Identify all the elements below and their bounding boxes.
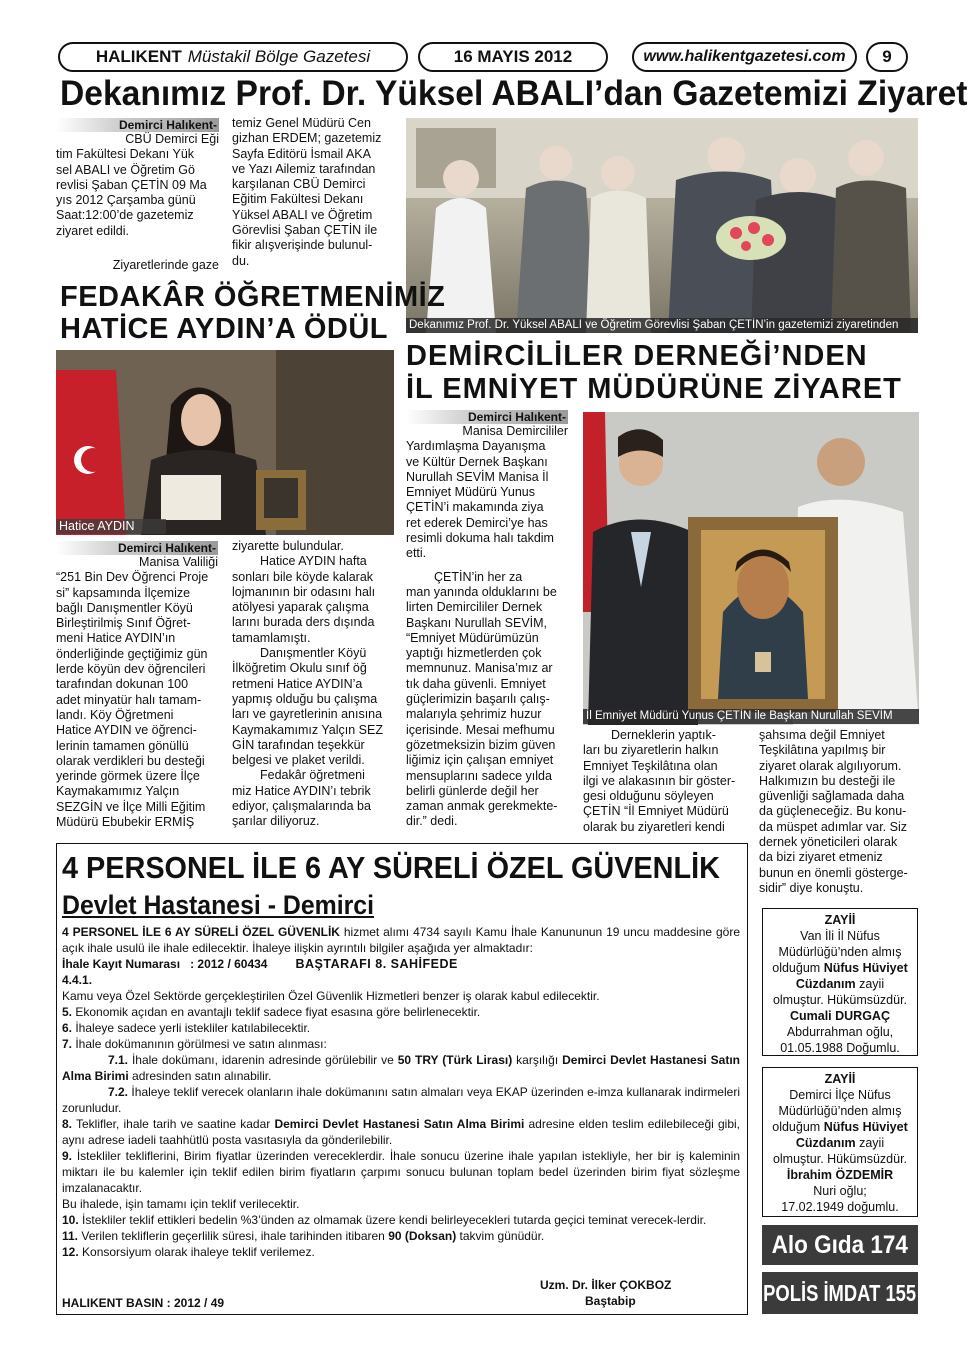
text-line: Teşkilâtına yapılmış bir (759, 743, 886, 758)
text-line: ret ederek Demirci’ye has (406, 515, 548, 530)
text-bold: Cüzdanım (795, 977, 856, 991)
item-number: 7.1. (108, 1053, 129, 1067)
text-line: yaptığı hizmetlerden çok (406, 646, 542, 661)
text-line: lerde köyün dev öğrencileri (56, 662, 206, 677)
text-line: “251 Bin Dev Öğrenci Proje (56, 570, 209, 585)
text-bold: Demirci Devlet Hastanesi Satın Alma Birimi (274, 1117, 525, 1131)
text-line: bağlı Danışmentler Köyü (56, 600, 193, 615)
text-line: Fedakâr öğretmeni (260, 768, 365, 783)
text-line: mensuplarını sadece yılda (406, 768, 552, 783)
police-chief-photo (583, 412, 919, 725)
item-number: 7.2. (108, 1085, 129, 1099)
text-line: man yanında olduklarını be (406, 584, 557, 599)
text-line: Kaymakamımız Yalçın (56, 784, 180, 799)
press-code: HALIKENT BASIN : 2012 / 49 (62, 1296, 225, 1310)
text-line: olarak bu ziyaretleri kendi (583, 819, 725, 834)
text-line: Van İli İl Nüfus (800, 929, 880, 943)
text-span: olduğum (772, 961, 824, 975)
text-line: etti. (406, 546, 427, 561)
item-number: 11. (62, 1229, 79, 1243)
text-line: içerisinde. Mesai mefhumu (406, 722, 555, 737)
text-bold: Cüzdanım (795, 1136, 856, 1150)
text-line: memnunuz. Manisa’mız ar (406, 661, 553, 676)
text-line: tim Fakültesi Dekanı Yük (56, 147, 195, 162)
text-line: meni Hatice AYDIN’ın (56, 631, 176, 646)
tender-signature-title: Baştabip (585, 1294, 636, 1308)
website-pill[interactable] (632, 42, 857, 72)
food-hotline-box (762, 1225, 918, 1265)
text-line: ziyaret olarak algılıyorum. (759, 758, 902, 773)
teacher-photo (56, 350, 394, 535)
text-line: Derneklerin yaptık- (611, 728, 716, 742)
text-span: İhaleye sadece yerli istekliler katılabilecektir. (72, 1021, 311, 1035)
text-line: Görevlisi Şaban ÇETİN ile (232, 223, 378, 238)
text-line: olmuştur. Hükümsüzdür. (772, 993, 908, 1007)
lost-id-notice-1 (762, 908, 918, 1056)
text-line: da güçleneceğiz. Bu konu- (759, 804, 907, 819)
issue-date: 16 MAYIS 2012 (453, 47, 573, 66)
text-line: önderliğinde geçtiğimiz gün (56, 646, 208, 661)
text-line: Emniyet Müdürü Yunus (406, 485, 536, 500)
article1-byline: Demirci Halıkent- (56, 118, 219, 132)
notice-title: ZAYİİ (824, 913, 856, 927)
text-line: sonları bile köyde kalarak (232, 569, 374, 584)
text-span: İstekliler tekliflerini, Birim fiyatlar üzerinden vereceklerdir. İhale sonucu üzerine ihale yapılan istekliyle, her bir iş kaleminin miktarı ile bu kalemler için teklif edilen birim fiyatların çarpımı sonucu bulunan toplam bedel üzerinden birim fiyat sözleşme imzalanacaktır. (62, 1149, 740, 1195)
article3-col3 (759, 728, 919, 896)
text-line: Abdurrahman oğlu, (786, 1025, 894, 1039)
visit-photo (406, 118, 918, 333)
text-line: temiz Genel Müdürü Cen (232, 116, 371, 130)
text-line: Müdürü Ebubekir ERMİŞ (56, 815, 195, 830)
article2-byline: Demirci Halıkent- (56, 541, 218, 555)
text-span: İhale dokümanı, idarenin adresinde görülebilir ve (128, 1053, 398, 1067)
text-line: ilgi ve alakasının bir göster- (583, 773, 736, 788)
text-line: yapmış olduğu bu çalışma (232, 691, 378, 706)
lost-id-notice-2 (762, 1067, 918, 1217)
text-line: Kamu veya Özel Sektörde gerçekleştirilen Özel Güvenlik Hizmetleri benzer iş olarak kabul edilecektir. (62, 989, 600, 1003)
text-line: karşılanan CBÜ Demirci (232, 177, 366, 192)
text-line: gözetmeksizin bizim güven (406, 737, 556, 752)
text-span: hizmet alımı 4734 sayılı Kamu İhale Kanununun 19 uncu maddesine göre açık ihale usulü ile ihale edilecektir. İhaleye ilişkin ayrıntılı bilgiler aşağıda yer almaktadır: (62, 925, 740, 955)
kayit-label: İhale Kayıt Numarası (62, 957, 181, 971)
article3-byline: Demirci Halıkent- (406, 410, 568, 424)
text-line: dir.” dedi. (406, 814, 458, 829)
text-line: Emniyet Teşkilâtına olan (583, 758, 718, 773)
police-hotline-text: POLİS İMDAT 155 (763, 1279, 917, 1306)
text-line: miz Hatice AYDIN’ı tebrik (232, 783, 371, 798)
text-line: Kaymakamımız Yalçın SEZ (232, 722, 383, 737)
text-line: si” kapsamında İlçemize (56, 585, 191, 600)
visit-photo-caption: Dekanımız Prof. Dr. Yüksel ABALI ve Öğretim Görevlisi Şaban ÇETİN’in gazetemizi ziyaretinden (406, 318, 918, 333)
text-line: ve Kültür Dernek Başkanı (406, 454, 548, 469)
text-line: ÇETİN’i makamında ziya (406, 500, 544, 515)
text-line: larını burada ders dışında (232, 615, 375, 630)
notice-person: Cumali DURGAÇ (789, 1009, 890, 1023)
text-line: da bizi ziyaret etmeniz (759, 850, 883, 865)
article3-title-line1: DEMİRCİLİLER DERNEĞİ’NDEN (406, 340, 868, 372)
text-span: Teklifler, ihale tarih ve saatine kadar (72, 1117, 275, 1131)
article2-col1 (56, 541, 218, 830)
text-line: du. (232, 253, 250, 268)
text-line: fikir alışverişinde bulunul- (232, 238, 373, 253)
text-line: Hatice AYDIN ve öğrenci- (56, 723, 197, 738)
tender-signature-name: Uzm. Dr. İlker ÇOKBOZ (540, 1278, 672, 1292)
article2-title-line1: FEDAKÂR ÖĞRETMENİMİZ (60, 281, 446, 313)
item-number: 12. (62, 1245, 79, 1259)
teacher-photo-illustration (56, 350, 394, 535)
text-line: güvenliği sağlamada daha (759, 789, 905, 804)
article3-title-line2: İL EMNİYET MÜDÜRÜNE ZİYARET (406, 373, 902, 405)
text-line: da müspet adımlar var. Siz (759, 819, 907, 834)
text-line: gizhan ERDEM; gazetemiz (232, 131, 382, 146)
text-line: adet minyatür halı tamam- (56, 692, 202, 707)
text-line: Saat:12:00’de gazetemiz (56, 208, 194, 223)
text-bold: 4 PERSONEL İLE 6 AY SÜRELİ ÖZEL GÜVENLİK (62, 925, 340, 939)
text-line: SEZGİN ve İlçe Milli Eğitim (56, 799, 206, 814)
text-line: “Emniyet Müdürümüzün (406, 630, 539, 645)
text-line: GİN tarafından teşekkür (232, 737, 365, 752)
text-line: sel ABALI ve Öğretim Gö (56, 162, 195, 177)
text-bold: Demirci Devlet Hastanesi Satın Alma Birimi (62, 1053, 741, 1083)
text-span: İstekliler teklif ettikleri bedelin %3’ünden az olmamak üzere kendi belirleyecekleri tutarda geçici teminat verecek-lerdir. (78, 1213, 707, 1227)
text-line: Müdürlüğü’nden almış (778, 1104, 902, 1118)
text-line: Yardımlaşma Dayanışma (406, 439, 546, 454)
text-span: zayii (855, 1136, 885, 1150)
food-hotline-text: Alo Gıda 174 (771, 1230, 909, 1259)
text-line: gesi olduğunu söyleyen (583, 789, 714, 804)
article3-col1 (406, 410, 568, 830)
text-line: Manisa Demircililer (462, 424, 568, 438)
text-line: landı. Köy Öğretmeni (56, 707, 174, 722)
article3-col2 (583, 728, 745, 835)
text-line: resimli dokuma halı takdim (406, 531, 554, 546)
item-number: 5. (62, 1005, 73, 1019)
text-line: olarak verdikleri bu desteği (56, 753, 205, 768)
text-line: Nurullah SEVİM Manisa İl (406, 469, 549, 484)
text-line: Halkımızın bu desteği ile (759, 773, 896, 788)
text-line: tık daha güvenli. Emniyet (406, 676, 546, 691)
text-line: zaman anmak gerekmekte- (406, 799, 558, 814)
text-line: Başkanı Nurullah SEVİM, (406, 615, 548, 630)
text-span: zayii (855, 977, 885, 991)
date-pill (418, 42, 608, 72)
continued-note: BAŞTARAFI 8. SAHİFEDE (295, 957, 458, 971)
paper-name: HALIKENT (95, 47, 182, 66)
text-line: bunun en önemli gösterge- (759, 865, 908, 880)
text-span: Konsorsiyum olarak ihaleye teklif verilemez. (78, 1245, 315, 1259)
text-line: ları bu ziyaretlerin halkın (583, 743, 719, 758)
text-line: yıs 2012 Çarşamba günü (56, 193, 196, 208)
police-hotline-box (762, 1272, 918, 1314)
text-line: 17.02.1949 doğumlu. (781, 1200, 899, 1214)
section-number: 4.4.1. (62, 973, 93, 987)
masthead-pill (58, 42, 408, 72)
text-line: malarıyla şehrimiz huzur (406, 707, 542, 722)
paper-tagline: Müstakil Bölge Gazetesi (187, 47, 371, 66)
item-number: 6. (62, 1021, 73, 1035)
text-line: Eğitim Fakültesi Dekanı (232, 192, 364, 207)
text-bold: 50 TRY (Türk Lirası) (397, 1053, 513, 1067)
text-line: retmeni Hatice AYDIN’a (232, 676, 363, 691)
notice-person: İbrahim ÖZDEMİR (786, 1168, 894, 1182)
text-line: şahsıma değil Emniyet (759, 728, 885, 742)
page-number (866, 42, 908, 72)
text-line: Hatice AYDIN hafta (260, 554, 367, 569)
text-span: adresinden satın alınabilir. (128, 1069, 272, 1083)
page-number-text: 9 (882, 47, 892, 66)
text-span: İhaleye teklif verecek olanların ihale dokümanını satın almaları veya EKAP üzerinden e-imza kullanarak indirmeleri zorunludur. (62, 1085, 740, 1115)
text-line: revlisi Şaban ÇETİN 09 Ma (56, 177, 207, 192)
text-line: liğimiz için çalışan emniyet (406, 753, 554, 768)
item-number: 8. (62, 1117, 73, 1131)
article1-col2 (232, 116, 394, 269)
tender-headline: 4 PERSONEL İLE 6 AY SÜRELİ ÖZEL GÜVENLİK (62, 850, 720, 885)
text-line: lojmanının bir odasını halı (232, 584, 376, 599)
text-line: tamamlamıştı. (232, 630, 311, 645)
notice-title: ZAYİİ (824, 1072, 856, 1086)
text-span: İhale dokümanının görülmesi ve satın alınması: (72, 1037, 327, 1051)
text-line: belirli günlerde değil her (406, 783, 539, 798)
text-line: şarılar diliyoruz. (232, 814, 320, 829)
text-line: ları ve gayretlerinin anısına (232, 707, 383, 722)
visit-photo-illustration (406, 118, 918, 333)
article2-col2 (232, 539, 394, 830)
text-line: lerinin tamamen gönüllü (56, 738, 189, 753)
item-number: 7. (62, 1037, 73, 1051)
tender-body (62, 924, 740, 1260)
teacher-photo-caption: Hatice AYDIN (56, 519, 166, 534)
text-line: olmuştur. Hükümsüzdür. (772, 1152, 908, 1166)
police-chief-photo-illustration (583, 412, 919, 725)
text-line: Danışmentler Köyü (260, 646, 367, 661)
text-line: lirten Demircililer Dernek (406, 600, 543, 615)
text-line: ziyarette bulundular. (232, 539, 344, 553)
text-line: Ziyaretlerinde gaze (112, 258, 219, 273)
text-span: karşılığı (512, 1053, 563, 1067)
text-line: 01.05.1988 Doğumlu. (780, 1041, 900, 1055)
text-bold: Nüfus Hüviyet (823, 961, 908, 975)
tender-subtitle: Devlet Hastanesi - Demirci (62, 890, 375, 920)
text-line: yerinde görmek üzere İlçe (56, 769, 200, 784)
text-bold: 90 (Doksan) (388, 1229, 457, 1243)
text-span: Verilen tekliflerin geçerlilik süresi, ihale tarihinden itibaren (78, 1229, 389, 1243)
text-line: ve Yazı Ailemiz tarafından (232, 161, 376, 176)
text-line: Birleştirilmiş Sınıf Öğret- (56, 616, 191, 631)
text-line: ziyaret edildi. (56, 223, 129, 238)
text-span: adresine elden teslim edilebileceği gibi, aynı adrese iadeli taahhütlü posta vasıtasıyla da gönderilebilir. (62, 1117, 740, 1147)
text-line: Nuri oğlu; (813, 1184, 867, 1198)
kayit-value: : 2012 / 60434 (190, 957, 268, 971)
text-span: olduğum (772, 1120, 824, 1134)
text-span: Ekonomik açıdan en avantajlı teklif sadece fiyat esasına göre belirlenecektir. (72, 1005, 481, 1019)
text-line: Yüksel ABALI ve Öğretim (232, 207, 373, 222)
text-line: ÇETİN’in her za (434, 569, 523, 584)
text-line: atölyesi yaparak çalışma (232, 600, 369, 615)
text-line: Müdürlüğü’nden almış (778, 945, 902, 959)
police-chief-photo-caption: İl Emniyet Müdürü Yunus ÇETİN ile Başkan Nurullah SEVİM (583, 709, 919, 724)
text-line: CBÜ Demirci Eği (125, 132, 219, 146)
text-span: takvim günüdür. (456, 1229, 545, 1243)
website-link[interactable]: www.halikentgazetesi.com (643, 48, 846, 65)
item-number: 9. (62, 1149, 73, 1163)
item-number: 10. (62, 1213, 79, 1227)
text-line: dernek yöneticileri olarak (759, 835, 898, 850)
text-line: sidir” diye konuştu. (759, 880, 864, 895)
article1-title: Dekanımız Prof. Dr. Yüksel ABALI’dan Gazetemizi Ziyaret (60, 74, 968, 113)
text-line: tarafından dokunan 100 (56, 677, 189, 692)
text-line: güçlerimizin başarılı çalış- (406, 692, 550, 707)
text-line: ÇETİN “İl Emniyet Müdürü (583, 804, 729, 819)
text-bold: Nüfus Hüviyet (823, 1120, 908, 1134)
text-line: Demirci İlçe Nüfus (789, 1088, 891, 1102)
article1-col1 (56, 118, 219, 273)
article2-title-line2: HATİCE AYDIN’A ÖDÜL (60, 313, 388, 345)
text-line: Manisa Valiliği (139, 555, 218, 569)
text-line: İlköğretim Okulu sınıf öğ (232, 661, 367, 676)
text-line: ediyor, çalışmalarında ba (232, 799, 371, 814)
text-line: belgesi ve plaket verildi. (232, 753, 365, 768)
text-line: Sayfa Editörü İsmail AKA (232, 146, 371, 161)
text-line: Bu ihalede, işin tamamı için teklif verilecektir. (62, 1197, 300, 1211)
